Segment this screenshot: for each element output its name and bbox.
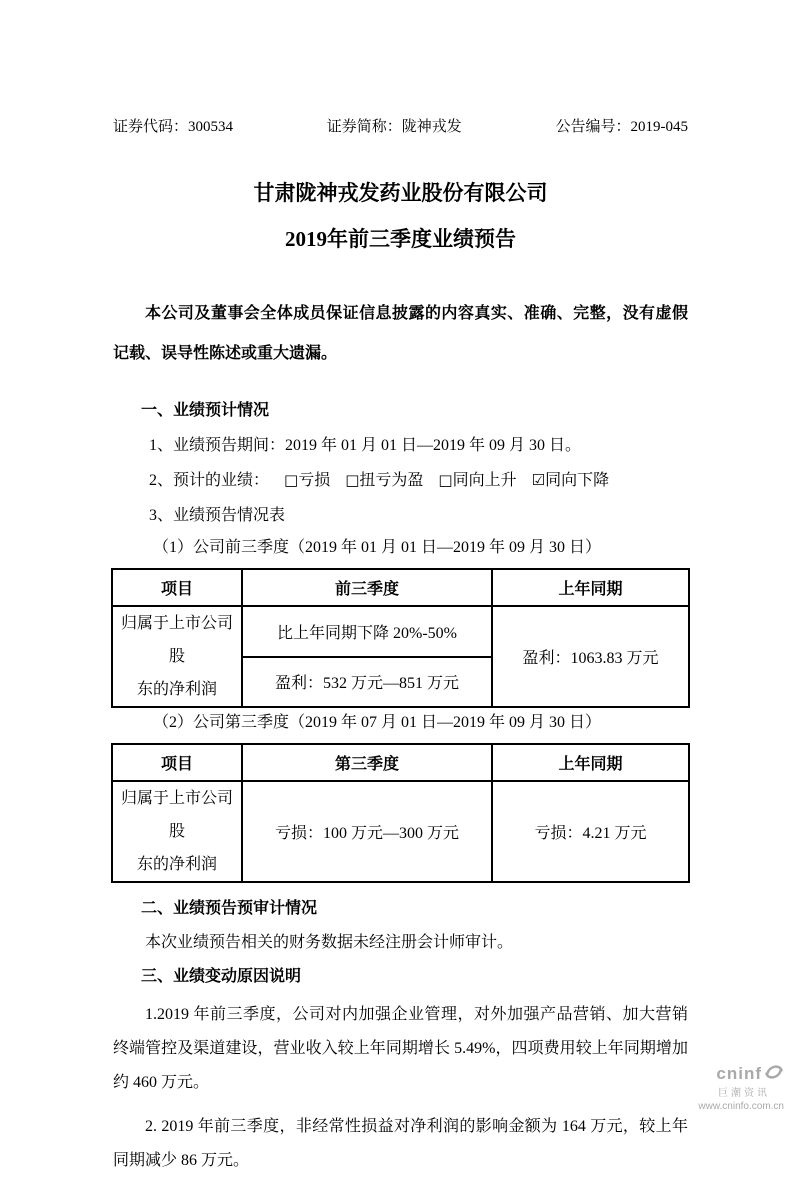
table1-caption: （1）公司前三季度（2019 年 01 月 01 日—2019 年 09 月 30 日） — [153, 539, 602, 556]
third-quarter-table — [111, 743, 690, 883]
profit-range-cell: 盈利：532 万元—851 万元 — [242, 657, 492, 708]
cninfo-logo — [678, 1062, 788, 1112]
checkbox-same-down-icon: ☑ — [531, 471, 546, 489]
net-profit-label-line1: 归属于上市公司股 — [120, 615, 233, 665]
forecast-type-item — [113, 463, 688, 498]
stock-code: 证券代码：300534 — [113, 119, 234, 135]
col-header-q3: 第三季度 — [242, 744, 492, 781]
prior-loss-cell: 亏损：4.21 万元 — [492, 781, 689, 882]
checkbox-loss-icon: □ — [284, 471, 299, 489]
change-rate-cell: 比上年同期下降 20%-50% — [242, 606, 492, 657]
prior-period-cell: 盈利：1063.83 万元 — [492, 606, 689, 707]
net-profit-label-line1: 归属于上市公司股 — [120, 790, 233, 840]
report-title: 2019年前三季度业绩预告 — [285, 227, 516, 251]
doc-header — [113, 118, 688, 136]
option-same-up — [438, 472, 516, 489]
cninfo-logo-chinese: 巨潮资讯 — [718, 1088, 770, 1099]
option-same-down — [532, 472, 609, 489]
net-profit-label-line2: 东的净利润 — [136, 681, 217, 698]
option-turn-profit — [345, 472, 423, 489]
table-header-row — [112, 744, 689, 781]
stock-short-name: 证券简称：陇神戎发 — [326, 119, 462, 135]
table2-caption: （2）公司第三季度（2019 年 07 月 01 日—2019 年 09 月 30 日） — [153, 714, 602, 731]
first-three-quarters-table — [111, 568, 690, 708]
option-same-down-label: 同向下降 — [545, 472, 610, 489]
forecast-type-label: 2、预计的业绩： — [149, 472, 270, 489]
company-title: 甘肃陇神戎发药业股份有限公司 — [253, 181, 548, 205]
loss-range-cell: 亏损：100 万元—300 万元 — [242, 781, 492, 882]
cninfo-logo-text: cninf — [716, 1064, 762, 1084]
table-header-row — [112, 569, 689, 606]
table-row — [112, 781, 689, 882]
option-same-up-label: 同向上升 — [452, 472, 517, 489]
announcement-number: 公告编号：2019-045 — [555, 119, 688, 135]
forecast-period-item: 1、业绩预告期间：2019 年 01 月 01 日—2019 年 09 月 30 日。 — [149, 437, 582, 454]
audit-status-text: 本次业绩预告相关的财务数据未经注册会计师审计。 — [145, 934, 514, 951]
net-profit-label-cell — [112, 781, 242, 882]
cninfo-swirl-icon — [764, 1062, 784, 1087]
option-turn-profit-label: 扭亏为盈 — [359, 472, 424, 489]
checkbox-turn-profit-icon: □ — [345, 471, 360, 489]
col-header-item: 项目 — [112, 569, 242, 606]
cninfo-url: www.cninfo.com.cn — [698, 1101, 784, 1112]
checkbox-same-up-icon: □ — [438, 471, 453, 489]
section-2-heading: 二、业绩预告预审计情况 — [141, 900, 318, 917]
net-profit-label-cell — [112, 606, 242, 707]
col-header-item: 项目 — [112, 744, 242, 781]
net-profit-label-line2: 东的净利润 — [136, 856, 217, 873]
table-row — [112, 606, 689, 657]
option-loss — [284, 472, 330, 489]
section-1-heading: 一、业绩预计情况 — [141, 402, 270, 419]
change-reason-paragraph-2: 2. 2019 年前三季度，非经常性损益对净利润的影响金额为 164 万元，较上年同期减少 86 万元。 — [113, 1118, 688, 1169]
board-disclaimer: 本公司及董事会全体成员保证信息披露的内容真实、准确、完整，没有虚假记载、误导性陈述或重大遗漏。 — [113, 305, 688, 362]
col-header-period: 前三季度 — [242, 569, 492, 606]
change-reason-paragraph-1: 1.2019 年前三季度，公司对内加强企业管理，对外加强产品营销、加大营销终端管控及渠道建设，营业收入较上年同期增长 5.49%，四项费用较上年同期增加约 460 万元。 — [113, 1006, 688, 1091]
forecast-table-item: 3、业绩预告情况表 — [149, 507, 286, 524]
col-header-prior: 上年同期 — [492, 569, 689, 606]
section-3-heading: 三、业绩变动原因说明 — [141, 968, 302, 985]
col-header-prior: 上年同期 — [492, 744, 689, 781]
option-loss-label: 亏损 — [298, 472, 331, 489]
